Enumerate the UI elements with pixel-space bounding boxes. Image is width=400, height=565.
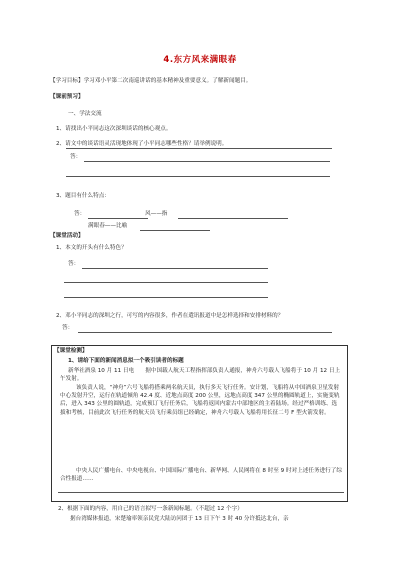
test-header: 【课堂检测】 (54, 348, 88, 354)
preview-question-3: 3、题目有什么特点： (56, 193, 110, 199)
answer-label: 答： (62, 325, 74, 331)
answer-line[interactable] (64, 282, 268, 283)
activity-header: 【课堂活动】 (50, 233, 84, 239)
preview-question-2: 2、请文中的谈话语灵活现地体现了小平同志哪些性格？请举例说明。 (56, 141, 228, 147)
news-paragraph-4: 据台湾媒体报道，宋楚瑜率领亲民党大陆访问团于 13 日下午 3 时 40 分许抵达北台，亲 (70, 516, 289, 522)
preview-header: 【课前预习】 (50, 94, 84, 100)
answer-label: 答： (68, 261, 80, 267)
activity-question-2: 2、邓小平同志的深圳之行，可写的内容很多，作者在遣讯报道中是怎样选择和安排材料的？ (56, 313, 284, 319)
answer-line[interactable] (82, 268, 268, 269)
news-paragraph-1: 新华社酒泉 10 月 11 日电 据中国载人航天工程指挥部负责人通报，神舟六号载人飞船将于 10 月 12 日上午发射。 (60, 368, 341, 383)
answer-line[interactable] (140, 230, 210, 231)
answer-line[interactable] (64, 297, 268, 298)
answer-label: 答： (74, 211, 86, 217)
fill-item-2: 满眼春——比喻 (88, 223, 128, 229)
fill-item-1: 风——指 (145, 211, 168, 217)
answer-line[interactable] (88, 218, 148, 219)
test-question-1: 1、请给下面的新闻消息拟一个吸引读者的标题 (68, 358, 184, 364)
preview-item1: 一、学法交流 (68, 111, 102, 117)
preview-question-1: 1、请找出小平同志这次深圳谈话的核心观点。 (56, 126, 172, 132)
answer-line[interactable] (58, 492, 344, 493)
answer-label: 答： (70, 154, 82, 160)
test-question-2: 2、根据下面的内容，用自己的语言拟写一条新闻标题。（不超过 12 个字） (58, 506, 243, 512)
page-title: 4.东方风来满眼春 (163, 55, 237, 65)
answer-line[interactable] (178, 218, 288, 219)
answer-line[interactable] (66, 176, 330, 177)
news-paragraph-2: 该负责人说，“神舟”六号飞船将搭乘两名航天员，执行多天飞行任务。安计划，飞船将从中国酒泉卫星发射中心发射升空，运行在轨道倾角 42.4 度、近地点高度 200 公里，远地点高度 347 公里的椭圆轨道上，实施变轨后，进入 343 公里的圆轨道，完成预订飞行任务后，飞船将返回内蒙古中部地区的主着陆场。经过严格训练、选拔和考核，目前此次飞行任务的航天员飞行乘员组已经确定，神舟六号载人飞船将用长征二号 F 型火箭发射。 (60, 385, 340, 416)
answer-line[interactable] (84, 161, 330, 162)
news-paragraph-3: 中央人民广播电台、中央电视台、中国国际广播电台、新华网、人民网将在 8 时至 9 时对上述任务进行了综合性报道…… (60, 468, 342, 483)
activity-question-1: 1、本文的开头有什么特色？ (56, 245, 127, 251)
answer-line[interactable] (66, 148, 332, 149)
answer-line[interactable] (78, 332, 332, 333)
learning-goal: 【学习目标】学习邓小平第二次南巡讲话的基本精神及重要意义。了解新闻题目。 (50, 78, 252, 84)
